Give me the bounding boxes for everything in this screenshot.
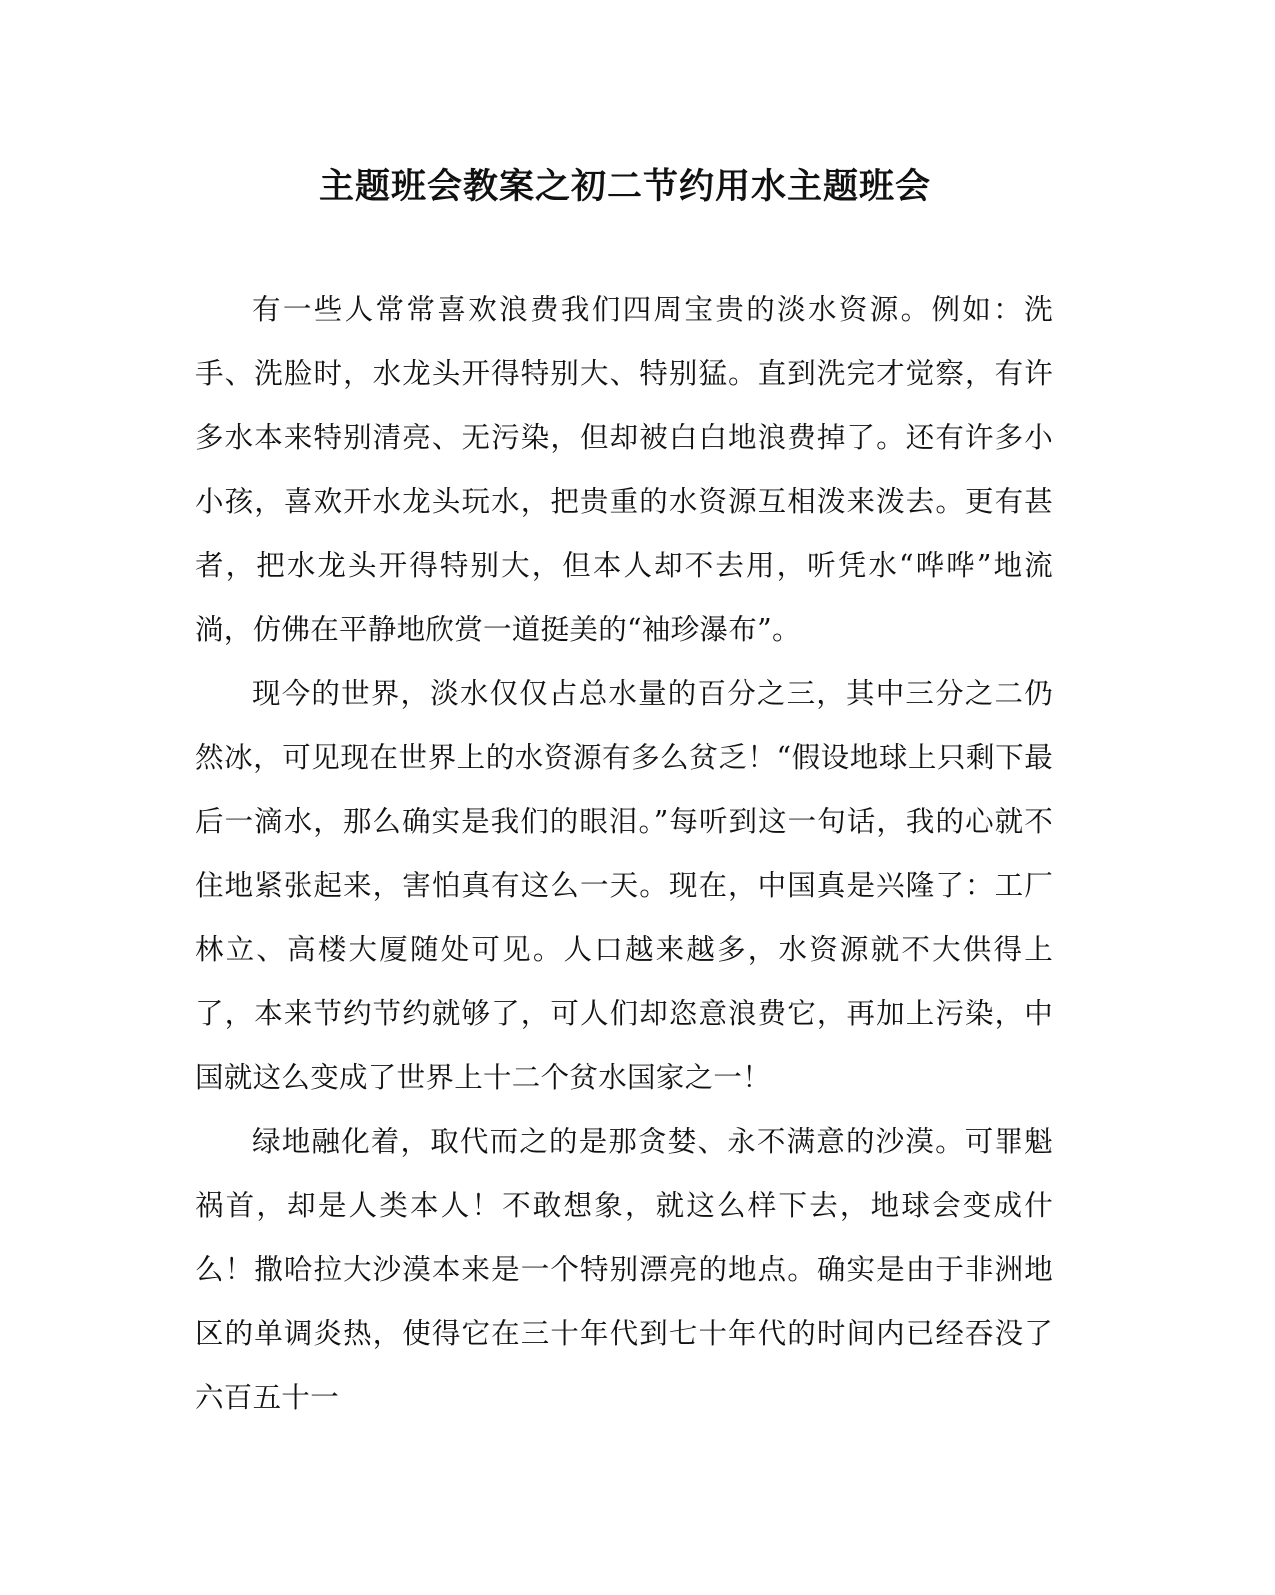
- paragraph-3: 绿地融化着，取代而之的是那贪婪、永不满意的沙漠。可罪魁祸首，却是人类本人！不敢想象，就这么样下去，地球会变成什么！撒哈拉大沙漠本来是一个特别漂亮的地点。确实是由于非洲地区的单调炎热，使得它在三十年代到七十年代的时间内已经吞没了六百五十一: [195, 1125, 1053, 1414]
- document-body: [195, 278, 1053, 1430]
- document-title: 主题班会教案之初二节约用水主题班会: [318, 166, 931, 207]
- paragraph-2: 现今的世界，淡水仅仅占总水量的百分之三，其中三分之二仍然冰，可见现在世界上的水资源有多么贫乏！“假设地球上只剩下最后一滴水，那么确实是我们的眼泪。”每听到这一句话，我的心就不住地紧张起来，害怕真有这么一天。现在，中国真是兴隆了：工厂林立、高楼大厦随处可见。人口越来越多，水资源就不大供得上了，本来节约节约就够了，可人们却恣意浪费它，再加上污染，中国就这么变成了世界上十二个贫水国家之一！: [195, 677, 1053, 1094]
- paragraph-1: 有一些人常常喜欢浪费我们四周宝贵的淡水资源。例如：洗手、洗脸时，水龙头开得特别大、特别猛。直到洗完才觉察，有许多水本来特别清亮、无污染，但却被白白地浪费掉了。还有许多小小孩，喜欢开水龙头玩水，把贵重的水资源互相泼来泼去。更有甚者，把水龙头开得特别大，但本人却不去用，听凭水“哗哗”地流淌，仿佛在平静地欣赏一道挺美的“袖珍瀑布”。: [195, 293, 1053, 646]
